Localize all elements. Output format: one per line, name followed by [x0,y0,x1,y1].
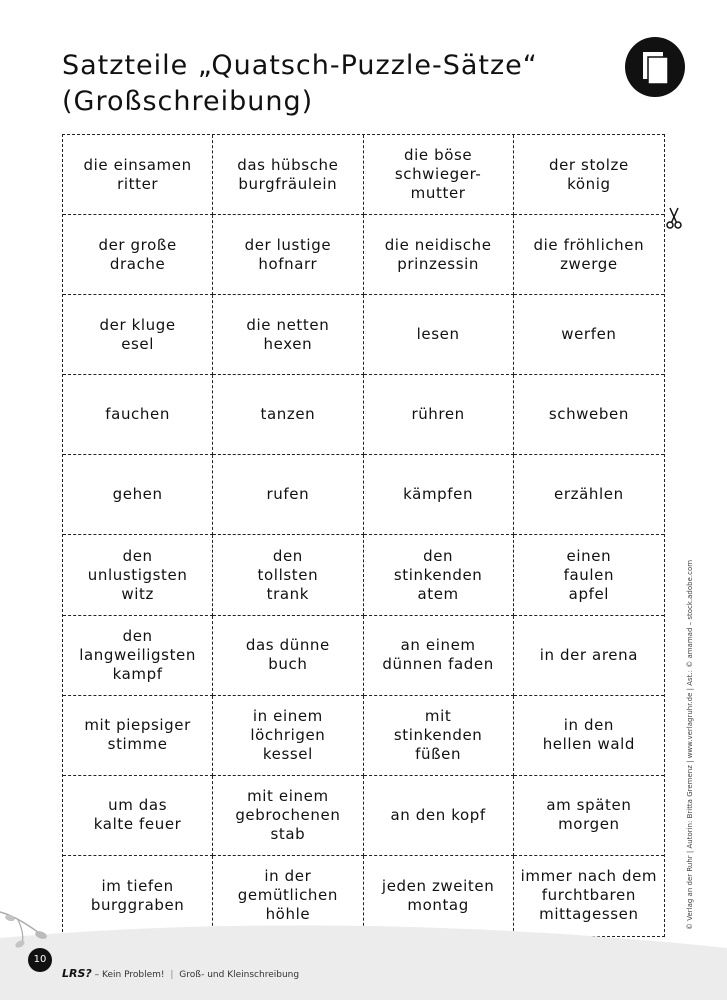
word-card: in der gemütlichen höhle [213,856,363,936]
copyright-credit: © Verlag an der Ruhr | Autorin: Britta Gremenz | www.verlagruhr.de | Ast.: © amamad – stock.adobe.com [686,559,694,930]
footer-section: Groß- und Kleinschreibung [179,970,300,980]
word-card: erzählen [514,455,664,535]
word-card: der große drache [63,215,213,295]
word-card: fauchen [63,375,213,455]
word-card: das dünne buch [213,616,363,696]
footer-decoration [0,900,727,1000]
word-card: den stinkenden atem [364,535,514,615]
word-card: den langweiligsten kampf [63,616,213,696]
word-card: um das kalte feuer [63,776,213,856]
word-card: der stolze könig [514,135,664,215]
word-card: lesen [364,295,514,375]
card-grid [62,134,665,937]
copy-pages-icon [625,37,685,97]
word-card: die fröhlichen zwerge [514,215,664,295]
word-card: kämpfen [364,455,514,535]
word-card: in der arena [514,616,664,696]
word-card: die böse schwieger- mutter [364,135,514,215]
word-card: der kluge esel [63,295,213,375]
word-card: in einem löchrigen kessel [213,696,363,776]
word-card: in den hellen wald [514,696,664,776]
word-card: einen faulen apfel [514,535,664,615]
footer-text [62,967,299,980]
word-card: der lustige hofnarr [213,215,363,295]
title-line-1: Satzteile „Quatsch-Puzzle-Sätze“ [62,50,538,81]
word-card: am späten morgen [514,776,664,856]
word-card: an den kopf [364,776,514,856]
word-card: die netten hexen [213,295,363,375]
word-card: tanzen [213,375,363,455]
page-title [62,48,622,120]
title-line-2: (Großschreibung) [62,86,314,117]
word-card: gehen [63,455,213,535]
word-card: rühren [364,375,514,455]
word-card: an einem dünnen faden [364,616,514,696]
word-card: den tollsten trank [213,535,363,615]
footer-subtitle: – Kein Problem! [94,970,165,980]
page-number: 10 [28,948,52,972]
word-card: mit einem gebrochenen stab [213,776,363,856]
scissors-icon [664,206,684,230]
word-card: im tiefen burggraben [63,856,213,936]
footer-separator: | [170,970,174,980]
word-card: die neidische prinzessin [364,215,514,295]
word-card: rufen [213,455,363,535]
word-card: werfen [514,295,664,375]
word-card: jeden zweiten montag [364,856,514,936]
word-card: die einsamen ritter [63,135,213,215]
word-card: immer nach dem furchtbaren mittagessen [520,867,658,924]
word-card: das hübsche burgfräulein [213,135,363,215]
word-card: schweben [514,375,664,455]
word-card: den unlustigsten witz [63,535,213,615]
word-card: mit piepsiger stimme [63,696,213,776]
footer-brand: LRS? [62,967,92,980]
word-card: mit stinkenden füßen [364,696,514,776]
